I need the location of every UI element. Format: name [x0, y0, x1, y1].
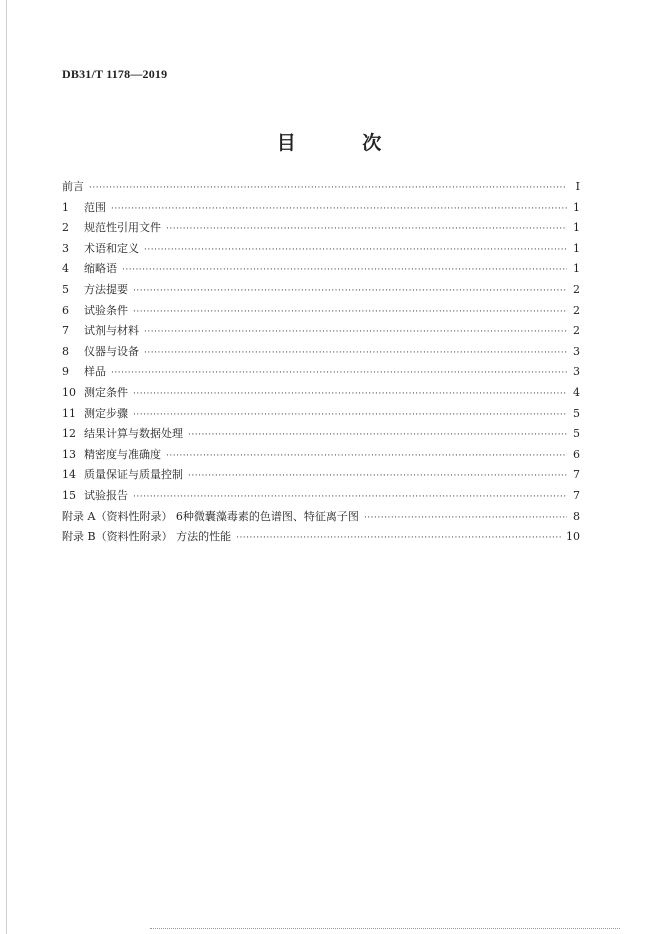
toc-entry-2[interactable] — [62, 219, 580, 240]
toc-leader-dots — [236, 533, 561, 543]
toc-entry-11[interactable] — [62, 405, 580, 426]
toc-entry-page: 3 — [573, 344, 580, 358]
toc-entry-page: 5 — [573, 406, 580, 420]
toc-leader-dots — [188, 430, 567, 440]
toc-entry-number: 1 — [62, 200, 69, 214]
toc-entry-8[interactable] — [62, 343, 580, 364]
toc-entry-label: 术语和定义 — [84, 241, 139, 255]
toc-leader-dots — [166, 451, 567, 461]
toc-entry-number: 10 — [62, 385, 76, 399]
toc-entry-page: 2 — [573, 324, 580, 338]
toc-entry-number: 12 — [62, 427, 76, 441]
toc-entry-foreword[interactable] — [62, 178, 580, 199]
toc-entry-4[interactable] — [62, 260, 580, 281]
toc-leader-dots — [122, 265, 567, 275]
toc-entry-label: 附录 A（资料性附录） 6种微囊藻毒素的色谱图、特征离子图 — [62, 509, 359, 523]
toc-leader-dots — [133, 307, 567, 317]
toc-entry-10[interactable] — [62, 384, 580, 405]
toc-entry-1[interactable] — [62, 199, 580, 220]
toc-entry-label: 试剂与材料 — [84, 324, 139, 338]
toc-leader-dots — [111, 204, 567, 214]
toc-leader-dots — [89, 183, 567, 193]
toc-entry-label: 测定条件 — [84, 385, 128, 399]
toc-entry-page: 1 — [573, 262, 580, 276]
toc-entry-14[interactable] — [62, 466, 580, 487]
toc-entry-label: 缩略语 — [84, 262, 117, 276]
toc-entry-13[interactable] — [62, 446, 580, 467]
toc-entry-page: 1 — [573, 221, 580, 235]
toc-entry-label: 质量保证与质量控制 — [84, 468, 183, 482]
toc-leader-dots — [144, 327, 567, 337]
toc-entry-page: 6 — [573, 447, 580, 461]
toc-entry-page: 8 — [573, 509, 580, 523]
toc-leader-dots — [133, 410, 567, 420]
toc-entry-label: 测定步骤 — [84, 406, 128, 420]
toc-entry-page: Ⅰ — [575, 180, 580, 193]
toc-entry-number: 9 — [62, 365, 69, 379]
toc-entry-number: 13 — [62, 447, 76, 461]
toc-entry-appendix-a[interactable] — [62, 508, 580, 529]
toc-entry-label: 试验报告 — [84, 488, 128, 502]
toc-entry-12[interactable] — [62, 425, 580, 446]
toc-entry-appendix-b[interactable] — [62, 528, 580, 549]
toc-entry-5[interactable] — [62, 281, 580, 302]
toc-entry-label: 附录 B（资料性附录） 方法的性能 — [62, 530, 232, 544]
toc-entry-number: 7 — [62, 324, 69, 338]
toc-entry-number: 8 — [62, 344, 69, 358]
toc-entry-9[interactable] — [62, 363, 580, 384]
toc-leader-dots — [144, 245, 567, 255]
toc-leader-dots — [166, 224, 567, 234]
toc-entry-page: 1 — [573, 241, 580, 255]
page-bottom-edge — [150, 928, 620, 931]
document-code: DB31/T 1178—2019 — [62, 67, 168, 81]
toc-entry-number: 11 — [62, 406, 76, 420]
toc-entry-label: 样品 — [84, 365, 106, 379]
toc-entry-page: 7 — [573, 468, 580, 482]
toc-entry-label: 试验条件 — [84, 303, 128, 317]
toc-entry-page: 2 — [573, 282, 580, 296]
toc-leader-dots — [133, 286, 567, 296]
toc-entry-number: 14 — [62, 468, 76, 482]
toc-entry-label: 规范性引用文件 — [84, 221, 161, 235]
toc-leader-dots — [133, 389, 567, 399]
toc-entry-page: 3 — [573, 365, 580, 379]
toc-entry-number: 4 — [62, 262, 69, 276]
toc-entry-label: 方法提要 — [84, 282, 128, 296]
toc-entry-number: 2 — [62, 221, 69, 235]
toc-entry-label: 前言 — [62, 180, 84, 193]
toc-entry-7[interactable] — [62, 322, 580, 343]
toc-entry-page: 10 — [566, 530, 580, 544]
toc-entry-number: 15 — [62, 488, 76, 502]
toc-leader-dots — [188, 471, 567, 481]
toc-leader-dots — [364, 513, 567, 523]
page-title: 目 次 — [276, 132, 412, 154]
toc-entry-number: 6 — [62, 303, 69, 317]
toc-entry-label: 结果计算与数据处理 — [84, 427, 183, 441]
toc-leader-dots — [144, 348, 567, 358]
toc-entry-page: 2 — [573, 303, 580, 317]
toc-entry-15[interactable] — [62, 487, 580, 508]
toc-entry-page: 4 — [573, 385, 580, 399]
toc-entry-number: 3 — [62, 241, 69, 255]
toc-entry-label: 范围 — [84, 200, 106, 214]
toc-entry-3[interactable] — [62, 240, 580, 261]
toc-leader-dots — [111, 368, 567, 378]
toc-entry-number: 5 — [62, 282, 69, 296]
toc-entry-page: 5 — [573, 427, 580, 441]
toc-entry-label: 精密度与准确度 — [84, 447, 161, 461]
toc-entry-6[interactable] — [62, 302, 580, 323]
toc-entry-page: 7 — [573, 488, 580, 502]
toc-leader-dots — [133, 492, 567, 502]
toc-entry-page: 1 — [573, 200, 580, 214]
toc-entry-label: 仪器与设备 — [84, 344, 139, 358]
table-of-contents — [62, 178, 580, 549]
